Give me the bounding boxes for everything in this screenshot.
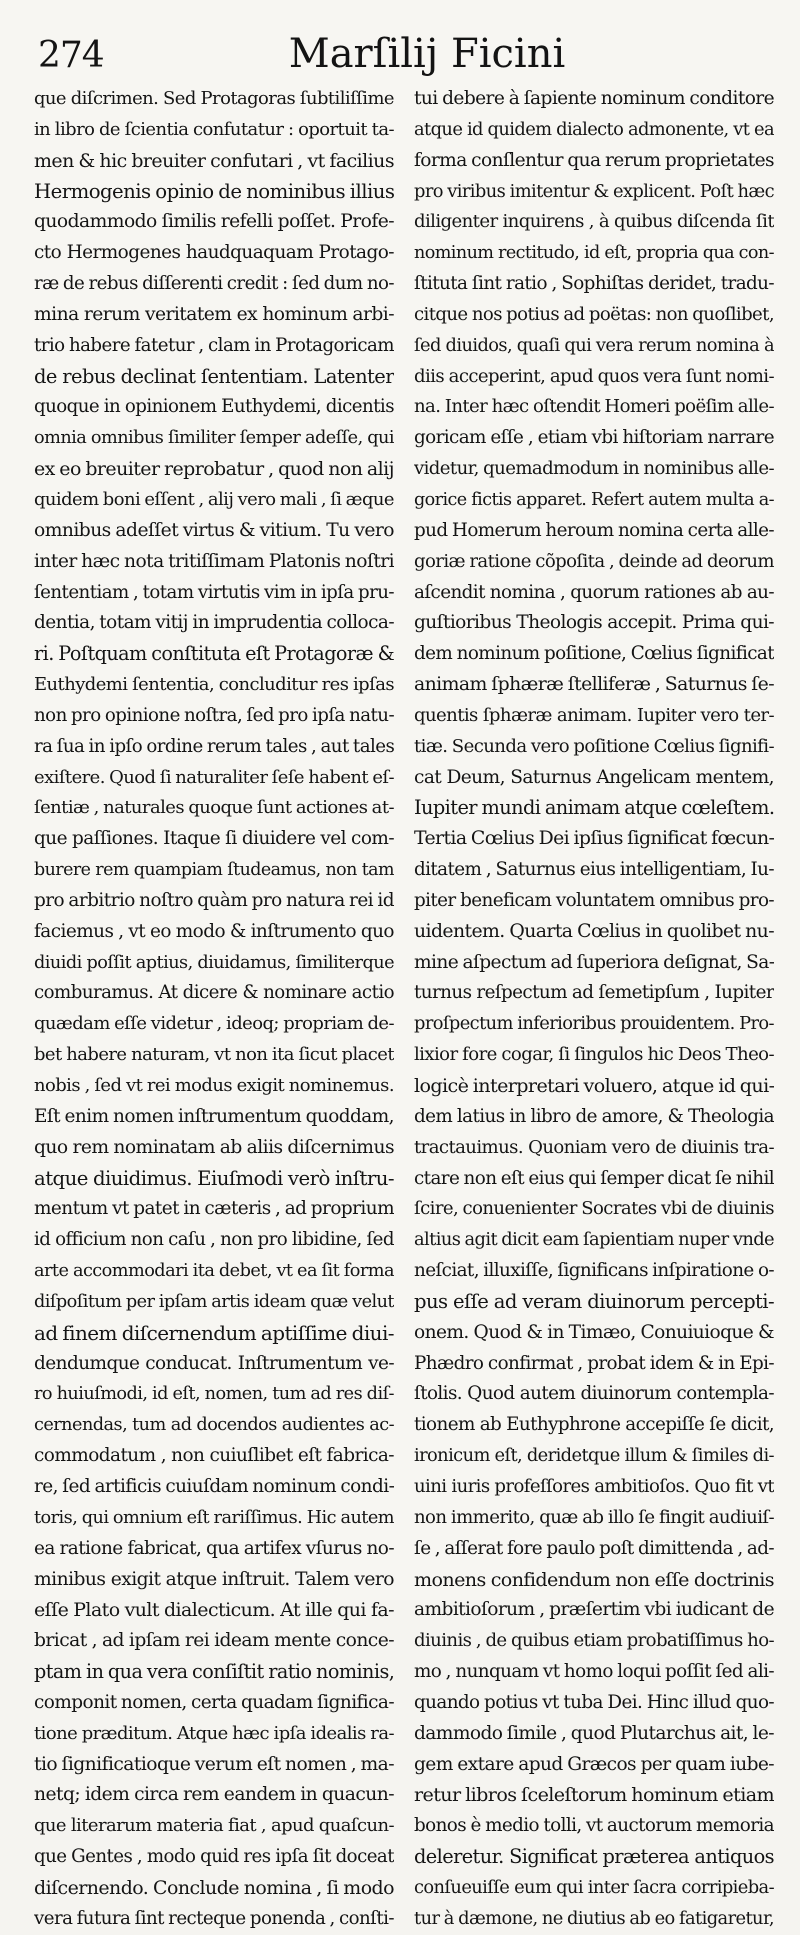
- text-line: bonos è medio tolli, vt auctorum memoria: [414, 1815, 774, 1837]
- text-line: uini iuris profeſſores ambitioſos. Quo fit vt: [414, 1475, 774, 1497]
- text-line: Euthydemi ſententia, concluditur res ipſas: [34, 674, 394, 696]
- text-line: trio habere fatetur , clam in Protagoricam: [34, 334, 394, 356]
- text-line: men & hic breuiter confutari , vt facilius: [34, 149, 394, 172]
- text-line: diis acceperint, apud quos vera ſunt nomi-: [414, 365, 774, 387]
- text-line: forma conſlentur qua rerum proprietates: [414, 149, 774, 171]
- text-line: que diſcrimen. Sed Protagoras ſubtiliſſime: [34, 88, 394, 109]
- text-line: mine aſpectum ad ſuperiora deſignat, Sa-: [414, 951, 774, 973]
- text-line: pro viribus imitentur & explicent. Poſt hæc: [414, 180, 774, 202]
- text-line: videtur, quemadmodum in nominibus alle-: [414, 458, 774, 480]
- text-line: diuidi poſſit aptius, diuidamus, ſimiliterque: [34, 952, 394, 973]
- text-line: ptam in qua vera conſiſtit ratio nominis,: [34, 1660, 394, 1684]
- text-line: ambitioſorum , præſertim vbi iudicant de: [414, 1599, 774, 1621]
- text-line: dem nominum poſitione, Cœlius ſignificat: [414, 643, 774, 665]
- text-line: burere rem quampiam ſtudeamus, non tam: [34, 860, 394, 881]
- text-line: Iupiter mundi animam atque cœleſtem.: [414, 796, 774, 820]
- text-line: retur libros ſceleſtorum hominum etiam: [414, 1783, 774, 1807]
- right-column: [414, 84, 774, 1935]
- text-line: goriæ ratione cõpoſita , deinde ad deorum: [414, 550, 774, 572]
- text-line: commodatum , non cuiuſlibet eſt fabrica-: [34, 1445, 394, 1467]
- text-line: dendumque conducat. Inſtrumentum ve-: [34, 1352, 394, 1374]
- text-line: vera futura ſint recteque ponenda , conſti-: [34, 1907, 394, 1929]
- page-header: [34, 22, 780, 76]
- text-line: minibus exigit atque inſtruit. Talem vero: [34, 1568, 394, 1590]
- running-head: Marſilij Ficini: [288, 31, 566, 77]
- text-line: id officium non caſu , non pro libidine, ſed: [34, 1229, 394, 1251]
- text-line: dentia, totam vitij in imprudentia colloca-: [34, 612, 394, 634]
- text-line: Phædro confirmat , probat idem & in Epi-: [414, 1352, 774, 1374]
- text-line: diligenter inquirens , à quibus diſcenda ſit: [414, 211, 774, 233]
- text-line: diſpoſitum per ipſam artis ideam quæ velut: [34, 1291, 394, 1312]
- text-line: omnibus adeſſet virtus & vitium. Tu vero: [34, 519, 394, 541]
- text-line: omnia omnibus ſimiliter ſemper adeſſe, qui: [34, 428, 394, 449]
- text-line: quo rem nominatam ab aliis diſcernimus: [34, 1136, 394, 1158]
- text-line: na. Inter hæc oſtendit Homeri poëſim alle-: [414, 396, 774, 418]
- text-line: quentis ſphæræ animam. Iupiter vero ter-: [414, 704, 774, 726]
- text-line: ditatem , Saturnus eius intelligentiam, Iu-: [414, 859, 774, 881]
- text-line: pro arbitrio noſtro quàm pro natura rei id: [34, 889, 394, 911]
- text-line: que paſſiones. Itaque ſi diuidere vel com-: [34, 828, 394, 850]
- text-line: diuinis , de quibus etiam probatiſſimus ho-: [414, 1630, 774, 1652]
- text-line: netq; idem circa rem eandem in quacun-: [34, 1784, 394, 1806]
- text-line: gorice fictis apparet. Refert autem multa a-: [414, 489, 774, 510]
- text-line: cat Deum, Saturnus Angelicam mentem,: [414, 766, 774, 788]
- text-line: animam ſphæræ ſtelliferæ , Saturnus ſe-: [414, 674, 774, 696]
- text-line: piter beneficam voluntatem omnibus pro-: [414, 889, 774, 911]
- text-line: proſpectum inferioribus prouidentem. Pro-: [414, 1013, 774, 1035]
- text-line: tionem ab Euthyphrone accepiſſe ſe dicit,: [414, 1414, 774, 1436]
- text-line: diſcernendo. Conclude nomina , ſi modo: [34, 1876, 394, 1899]
- text-line: dammodo ſimile , quod Plutarchus ait, le-: [414, 1722, 774, 1744]
- text-line: logicè interpretari voluero, atque id qui-: [414, 1074, 774, 1097]
- text-line: comburamus. At dicere & nominare actio: [34, 982, 394, 1004]
- text-line: ad finem diſcernendum aptiſſime diui-: [34, 1320, 394, 1345]
- text-line: quando potius vt tuba Dei. Hinc illud quo-: [414, 1691, 774, 1713]
- text-line: uidentem. Quarta Cœlius in quolibet nu-: [414, 920, 774, 942]
- text-line: atque diuidimus. Eiuſmodi verò inſtru-: [34, 1166, 394, 1190]
- text-line: ctare non eſt eius qui ſemper dicat ſe nihil: [414, 1167, 774, 1189]
- text-line: tur à dæmone, ne diutius ab eo fatigaretur,: [414, 1907, 774, 1929]
- text-line: bet habere naturam, vt non ita ſicut placet: [34, 1044, 394, 1066]
- text-line: exiſtere. Quod ſi naturaliter ſeſe habent eſ-: [34, 766, 394, 788]
- text-line: tui debere à ſapiente nominum conditore: [414, 88, 774, 109]
- text-line: eſſe Plato vult dialecticum. At ille qui fa-: [34, 1599, 394, 1622]
- text-line: componit nomen, certa quadam ſignifica-: [34, 1691, 394, 1713]
- text-line: ſtolis. Quod autem diuinorum contempla-: [414, 1383, 774, 1405]
- text-line: atque id quidem dialecto admonente, vt ea: [414, 118, 774, 140]
- text-line: bricat , ad ipſam rei ideam mente conce-: [34, 1630, 394, 1652]
- text-line: pud Homerum heroum nomina certa alle-: [414, 519, 774, 541]
- text-line: tio ſignificatioque verum eſt nomen , ma-: [34, 1753, 394, 1775]
- text-columns: [34, 84, 780, 1935]
- text-line: nobis , ſed vt rei modus exigit nominemus.: [34, 1075, 394, 1096]
- text-line: ſcire, conuenienter Socrates vbi de diuinis: [414, 1198, 774, 1220]
- text-line: lixior fore cogar, ſi ſingulos hic Deos Theo-: [414, 1044, 774, 1066]
- text-line: arte accommodari ita debet, vt ea ſit forma: [34, 1261, 394, 1282]
- text-line: in libro de ſcientia confutatur : oportuit ta-: [34, 118, 394, 140]
- text-line: ſententiam , totam virtutis vim in ipſa pru-: [34, 581, 394, 603]
- text-line: ro huiuſmodi, id eſt, nomen, tum ad res diſ-: [34, 1384, 394, 1405]
- text-line: mina rerum veritatem ex hominum arbi-: [34, 303, 394, 325]
- text-line: ræ de rebus diſſerenti credit : ſed dum no-: [34, 273, 394, 295]
- text-line: conſueuiſſe eum qui inter ſacra corripieba-: [414, 1876, 774, 1898]
- text-line: ſe , aſſerat fore paulo poſt dimittenda , ad-: [414, 1537, 774, 1559]
- text-line: tiæ. Secunda vero poſitione Cœlius ſignifi-: [414, 735, 774, 757]
- page-number: 274: [38, 35, 104, 76]
- left-column: [34, 84, 394, 1935]
- text-line: ironicum eſt, deridetque illum & ſimiles di-: [414, 1445, 774, 1467]
- text-line: altius agit dicit eam ſapientiam nuper vnde: [414, 1229, 774, 1251]
- text-line: tractauimus. Quoniam vero de diuinis tra-: [414, 1136, 774, 1158]
- text-line: Eſt enim nomen inſtrumentum quoddam,: [34, 1105, 394, 1127]
- text-line: ſed diuidos, quaſi qui vera rerum nomina à: [414, 334, 774, 356]
- text-line: nominum rectitudo, id eſt, propria qua con-: [414, 243, 774, 264]
- text-line: mo , nunquam vt homo loqui poſſit ſed ali-: [414, 1661, 774, 1683]
- text-line: inter hæc nota tritiſſimam Platonis noſtri: [34, 550, 394, 572]
- text-line: tione præditum. Atque hæc ipſa idealis ra-: [34, 1722, 394, 1744]
- text-line: de rebus declinat ſententiam. Latenter: [34, 364, 394, 388]
- text-line: ſentiæ , naturales quoque ſunt actiones at-: [34, 797, 394, 819]
- text-line: quodammodo ſimilis refelli poſſet. Profe-: [34, 211, 394, 233]
- text-line: neſciat, illuxiſſe, ſignificans inſpiratione o-: [414, 1260, 774, 1282]
- text-line: que Gentes , modo quid res ipſa ſit doceat: [34, 1846, 394, 1868]
- text-line: guſtioribus Theologis accepit. Prima qui-: [414, 612, 774, 634]
- text-line: cernendas, tum ad docendos audientes ac-: [34, 1415, 394, 1436]
- text-line: Hermogenis opinio de nominibus illius: [34, 179, 394, 203]
- text-line: Tertia Cœlius Dei ipſius ſignificat fœcun-: [414, 828, 774, 850]
- text-line: re, ſed artificis cuiuſdam nominum condi-: [34, 1475, 394, 1497]
- text-line: quædam eſſe videtur , ideoq; propriam de-: [34, 1013, 394, 1035]
- text-line: citque nos potius ad poëtas: non quoſlibet,: [414, 303, 774, 325]
- text-line: ra ſua in ipſo ordine rerum tales , aut tales: [34, 735, 394, 757]
- text-line: pus eſſe ad veram diuinorum percepti-: [414, 1289, 774, 1313]
- text-line: aſcendit nomina , quorum rationes ab au-: [414, 581, 774, 603]
- text-line: cto Hermogenes haudquaquam Protago-: [34, 242, 394, 264]
- text-line: onem. Quod & in Timæo, Conuiuioque &: [414, 1321, 774, 1343]
- text-line: quoque in opinionem Euthydemi, dicentis: [34, 396, 394, 418]
- text-line: dem latius in libro de amore, & Theologia: [414, 1105, 774, 1127]
- text-line: toris, qui omnium eſt rariſſimus. Hic autem: [34, 1507, 394, 1528]
- text-line: mentum vt patet in cæteris , ad proprium: [34, 1198, 394, 1220]
- text-line: ri. Poſtquam conſtituta eſt Protagoræ &: [34, 642, 394, 666]
- text-line: ea ratione fabricat, qua artifex vſurus no-: [34, 1537, 394, 1559]
- text-line: quidem boni eſſent , alij vero mali , ſi æque: [34, 488, 394, 510]
- text-line: ex eo breuiter reprobatur , quod non alij: [34, 458, 394, 481]
- text-line: monens confidendum non eſſe doctrinis: [414, 1567, 774, 1591]
- text-line: faciemus , vt eo modo & inſtrumento quo: [34, 920, 394, 942]
- text-line: que literarum materia fiat , apud quaſcun-: [34, 1815, 394, 1837]
- text-line: goricam eſſe , etiam vbi hiſtoriam narrare: [414, 427, 774, 449]
- text-line: non immerito, quæ ab illo ſe fingit audiuiſ-: [414, 1506, 774, 1528]
- text-line: ſtituta ſint ratio , Sophiſtas deridet, tradu-: [414, 273, 774, 295]
- text-line: turnus reſpectum ad ſemetipſum , Iupiter: [414, 982, 774, 1004]
- text-line: gem extare apud Græcos per quam iube-: [414, 1753, 774, 1775]
- text-line: non pro opinione noſtra, ſed pro ipſa natu-: [34, 704, 394, 726]
- text-line: deleretur. Significat præterea antiquos: [414, 1845, 774, 1869]
